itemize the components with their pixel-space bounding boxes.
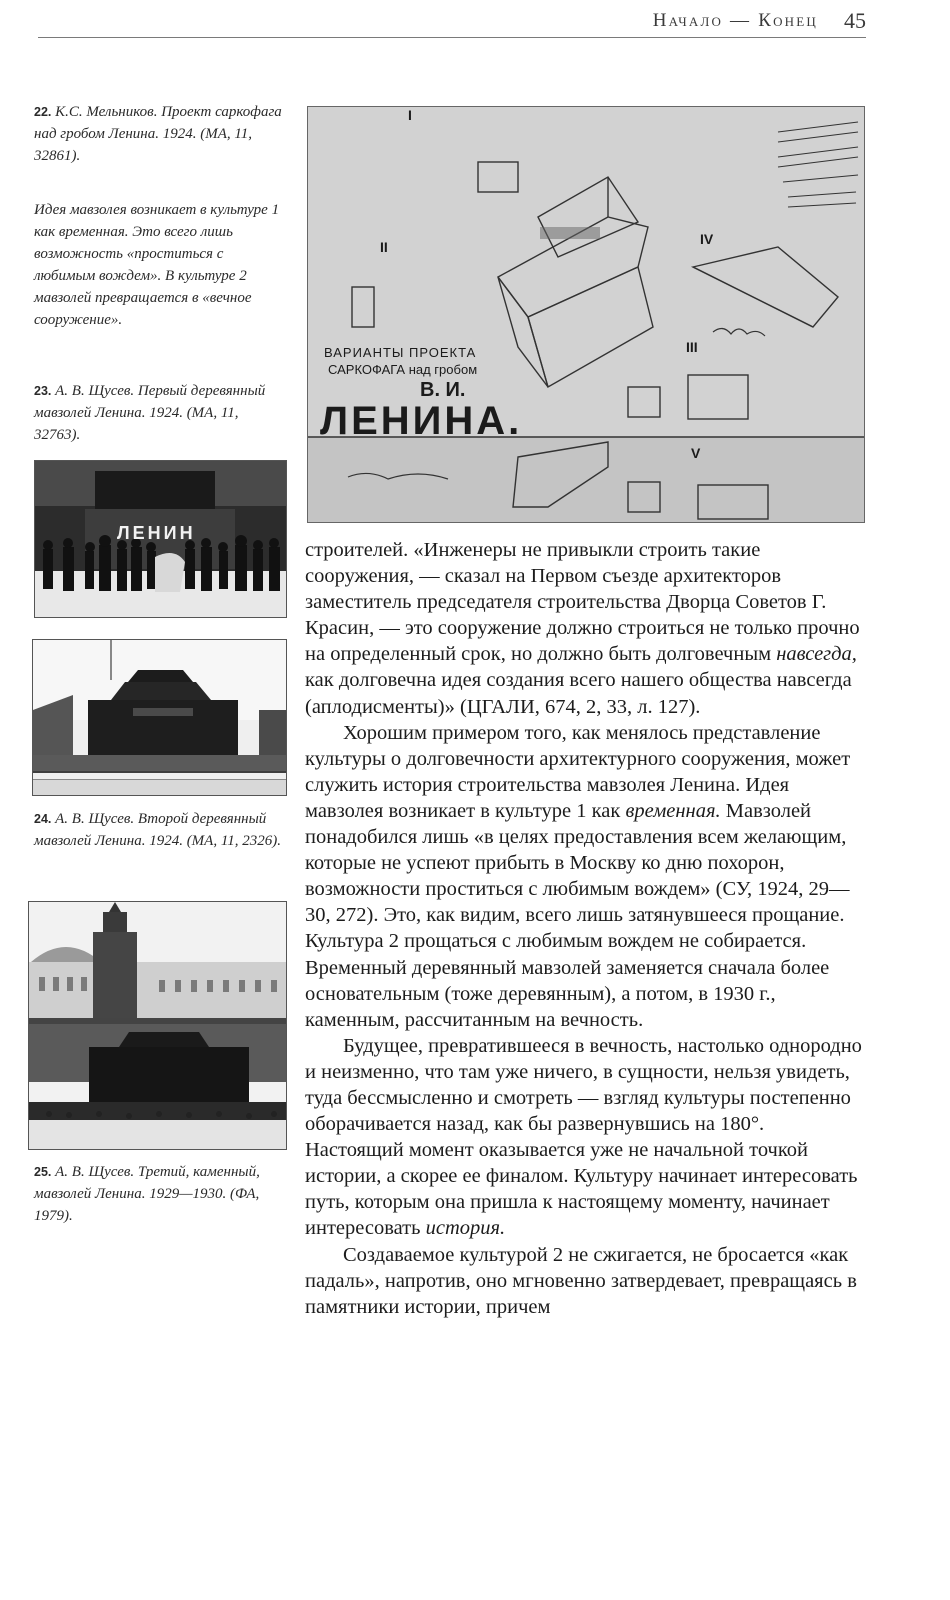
caption-number: 24. [34,812,52,826]
plate-title-line4: ЛЕНИНА. [320,399,523,443]
body-text-span: Создаваемое культурой 2 не сжигается, не бросается «как падаль», напротив, оно мгновенно затвердевает, превращаясь в памятники истории, причем [305,1243,857,1318]
body-text-emphasis: навсегда, [776,643,857,666]
caption-text: А. В. Щусев. Первый деревянный мавзолей Ленина. 1924. (МА, 11, 32763). [34,383,266,443]
body-text [305,537,865,1320]
plate-title-line1: ВАРИАНТЫ ПРОЕКТА [324,345,477,360]
caption-number: 22. [34,105,52,119]
plate-title-line2: САРКОФАГА над гробом [328,362,478,377]
photo-second-wooden-mausoleum [32,639,287,796]
body-paragraph-3 [305,1033,865,1242]
plate-roman-2: II [380,239,388,255]
photo-first-wooden-mausoleum [34,460,287,618]
body-text-span: строителей. «Инженеры не привыкли строить такие сооружения, — сказал на Первом съезде архитекторов заместитель председателя строительства Дворца Советов Г. Красин, — это сооружение должно строиться не только прочно на определенный срок, но должно быть долговечным [305,539,860,666]
mausoleum-sign: ЛЕНИН [117,523,196,543]
photo-stone-mausoleum-image [29,902,286,1149]
caption-number: 25. [34,1165,52,1179]
photo-stone-mausoleum [28,901,287,1150]
photo-second-wooden-mausoleum-image [33,640,286,795]
body-text-emphasis: история. [425,1217,506,1240]
plate-roman-3: III [686,339,698,355]
running-title: Начало — Конец [652,10,818,31]
body-text-span: Мавзолей понадобился лишь «в целях предоставления всем желающим, которые не успеют прибыть в Москву ко дню похорон, возможности проститься с любимым вождем» (СУ, 1924, 29—30, 272). Это, как видим, всего лишь затянувшееся прощание. Культура 2 прощаться с любимым вождем не собирается. Временный деревянный мавзолей заменяется сначала более основательным (тоже деревянным), а потом, в 1930 г., каменным, рассчитанным на вечность. [305,799,850,1031]
body-paragraph-4 [305,1242,865,1320]
caption-24 [34,808,286,852]
caption-22 [34,101,286,167]
plate-roman-5: V [691,445,701,461]
body-paragraph-1 [305,537,865,720]
caption-number: 23. [34,384,52,398]
caption-25 [34,1161,286,1227]
caption-text: А. В. Щусев. Третий, каменный, мавзолей Ленина. 1929—1930. (ФА, 1979). [34,1164,260,1224]
plate-title-line3: В. И. [420,379,466,401]
header-rule [38,37,866,38]
body-text-span: Хорошим примером того, как менялось представление культуры о долговечности архитектурного сооружения, может служить история строительства мавзолея Ленина. Идея мавзолея возникает в культуре 1 как [305,721,851,822]
caption-text: А. В. Щусев. Второй деревянный мавзолей Ленина. 1924. (МА, 11, 2326). [34,811,281,849]
body-text-emphasis: временная. [625,799,721,822]
page-number: 45 [844,8,866,33]
body-text-span: как долговечна идея создания всего нашего общества навсегда (аплодисменты)» (ЦГАЛИ, 674, 2, 33, л. 127). [305,669,852,718]
margin-note: Идея мавзолея возникает в культуре 1 как временная. Это всего лишь возможность «проститься с любимым вождем». В культуре 2 мавзолей превращается в «вечное сооружение». [34,202,280,328]
plate-sarcophagus-drawing-image [308,107,864,522]
caption-text: К.С. Мельников. Проект саркофага над гробом Ленина. 1924. (МА, 11, 32861). [34,104,282,164]
plate-roman-1: I [408,107,412,123]
body-text-span: Будущее, превратившееся в вечность, настолько однородно и неизменно, что там уже ничего, в сущности, нельзя увидеть, туда бессмысленно и смотреть — взгляд культуры постепенно оборачивается назад, как бы развернувшись на 180°. Настоящий момент оказывается уже не начальной точкой истории, а скорее ее финалом. Культуру начинает интересовать путь, которым она пришла к настоящему моменту, начинает интересовать [305,1034,862,1240]
body-paragraph-2 [305,720,865,1033]
plate-roman-4: IV [700,231,714,247]
plate-sarcophagus-drawing [307,106,865,523]
caption-23 [34,380,286,446]
